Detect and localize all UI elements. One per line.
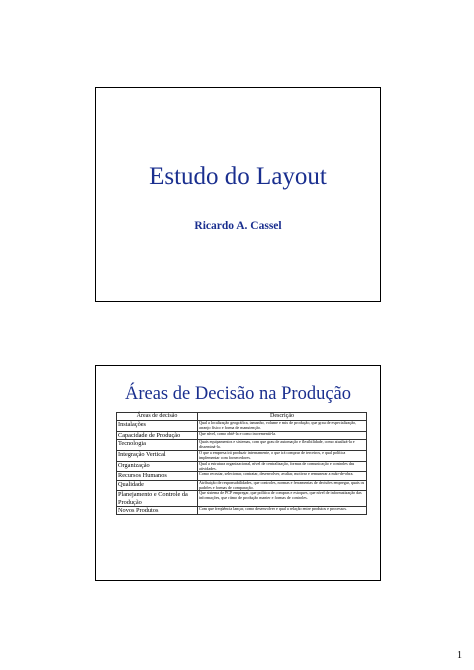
page-number: 1 [457, 650, 462, 661]
table-row [117, 421, 367, 432]
description-cell: Que nível, como obtê-la e como incrementá-la. [198, 431, 367, 439]
area-cell: Instalações [117, 421, 198, 432]
description-cell: Qual a localização geográfica, tamanho, volume e mix de produção, que grau de especialização, arranjo físico e forma de manutenção. [198, 421, 367, 432]
description-cell: Que sistema de PCP empregar, que política de compras e estoques, que nível de informatização das informações, que ritmo de produção manter e formas de controles. [198, 491, 367, 506]
column-header-area: Áreas de decisão [117, 413, 198, 421]
area-cell: Organização [117, 461, 198, 472]
area-cell: Recursos Humanos [117, 472, 198, 480]
area-cell: Capacidade de Produção [117, 431, 198, 439]
table-row [117, 472, 367, 480]
table-row [117, 506, 367, 514]
title-slide [95, 87, 381, 302]
table-row [117, 491, 367, 506]
decision-areas-slide [95, 365, 381, 581]
slide-author: Ricardo A. Cassel [194, 220, 282, 232]
description-cell: Com que freqüência lançar, como desenvolver e qual a relação entre produtos e processos. [198, 506, 367, 514]
area-cell: Qualidade [117, 480, 198, 491]
description-cell: Como recrutar, selecionar, contratar, desenvolver, avaliar, motivar e remunerar a mão-de-obra. [198, 472, 367, 480]
area-cell: Tecnologia [117, 440, 198, 451]
description-cell: Quais equipamentos e sistemas, com que grau de automação e flexibilidade, como atualizá-la e disseminá-la. [198, 440, 367, 451]
area-cell: Integração Vertical [117, 450, 198, 461]
area-cell: Novos Produtos [117, 506, 198, 514]
slide-title: Estudo do Layout [149, 163, 327, 190]
description-cell: O que a empresa irá produzir internamente, o que irá comprar de terceiros, e qual política implementar com fornecedores. [198, 450, 367, 461]
description-cell: Qual a estrutura organizacional, nível de centralização, formas de comunicação e controles das atividades. [198, 461, 367, 472]
table-row [117, 461, 367, 472]
slide-title: Áreas de Decisão na Produção [124, 384, 352, 404]
decision-areas-table [116, 412, 367, 515]
table-row [117, 450, 367, 461]
table-row [117, 480, 367, 491]
column-header-description: Descrição [198, 413, 367, 421]
description-cell: Atribuição de responsabilidades, que controles, normas e ferramentas de decisões empregar, quais os padrões e formas de comparação. [198, 480, 367, 491]
table-row [117, 440, 367, 451]
area-cell: Planejamento e Controle da Produção [117, 491, 198, 506]
